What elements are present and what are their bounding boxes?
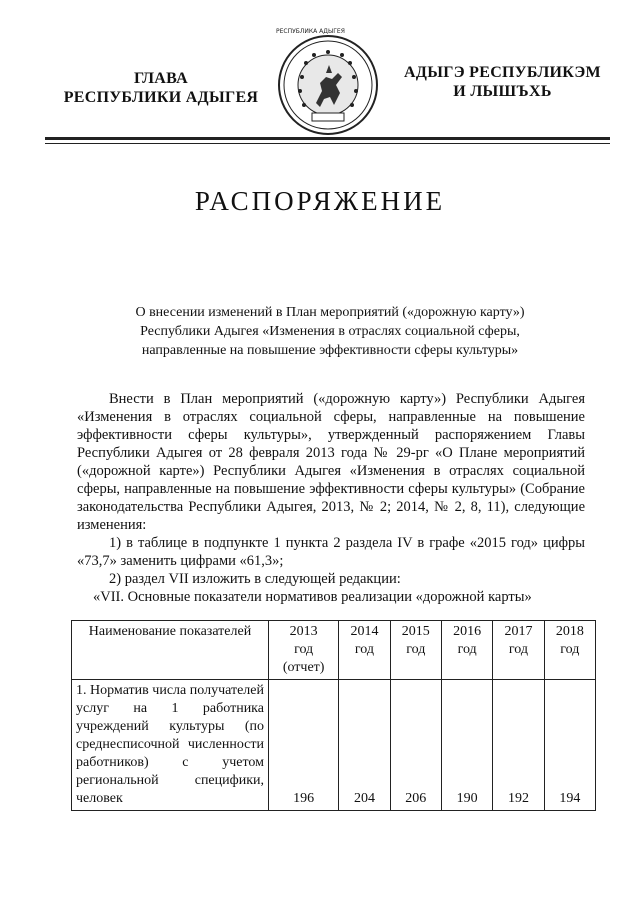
column-header-year: [339, 621, 390, 680]
indicators-table: [71, 620, 596, 811]
subject-line2: Республики Адыгея «Изменения в отраслях социальной сферы,: [140, 324, 520, 339]
year-label: 2014: [350, 624, 379, 639]
value-cell: 190: [441, 680, 492, 811]
subject-line3: направленные на повышение эффективности сферы культуры»: [141, 343, 519, 358]
subject-line1: О внесении изменений в План мероприятий («дорожную карту»): [135, 305, 525, 320]
value-cell: 196: [269, 680, 339, 811]
year-label: 2018: [555, 624, 584, 639]
issuer-title-adyghe-line2: И ЛЫШЪХЬ: [453, 83, 552, 100]
value-cell: 206: [390, 680, 441, 811]
year-unit: год: [457, 642, 477, 657]
issuer-block-adyghe: [385, 63, 620, 101]
value-cell: 204: [339, 680, 390, 811]
year-label: 2016: [453, 624, 482, 639]
document-subject: [95, 303, 565, 360]
body-item-1: 1) в таблице в подпункте 1 пункта 2 раздела IV в графе «2015 год» цифры «73,7» заменить цифрами «61,3»;: [77, 535, 585, 569]
column-header-year: [493, 621, 544, 680]
body-intro-paragraph: Внести в План мероприятий («дорожную карту») Республики Адыгея «Изменения в отраслях социальной сферы, направленные на повышение эффективности сферы культуры», утвержденный распоряжением Главы Республики Адыгея от 28 февраля 2013 года № 29-рг «О Плане мероприятий («дорожной карте») Республики Адыгея «Изменения в отраслях социальной сферы, направленные на повышение эффективности сферы культуры» (Собрание законодательства Республики Адыгея, 2013, № 2; 2014, № 2, 8, 11), следующие изменения:: [77, 391, 585, 533]
year-unit: год: [406, 642, 426, 657]
year-unit: год: [354, 642, 374, 657]
document-body: [77, 390, 585, 606]
document-title: РАСПОРЯЖЕНИЕ: [194, 186, 446, 216]
table-row: [72, 680, 596, 811]
year-unit: год: [560, 642, 580, 657]
header-rule-thick: [45, 137, 610, 140]
value-cell: 194: [544, 680, 595, 811]
header-rule-thin: [45, 143, 610, 144]
issuer-title-line2: РЕСПУБЛИКИ АДЫГЕЯ: [63, 89, 259, 106]
column-header-year: [544, 621, 595, 680]
year-label: 2017: [504, 624, 533, 639]
emblem-lettering: РЕСПУБЛИКА АДЫГЕЯ: [276, 28, 345, 35]
column-header-indicator: Наименование показателей: [72, 621, 269, 680]
column-header-year: [390, 621, 441, 680]
year-label: 2015: [401, 624, 430, 639]
value-cell: 192: [493, 680, 544, 811]
issuer-title-adyghe-line1: АДЫГЭ РЕСПУБЛИКЭМ: [404, 64, 601, 81]
issuer-block-russian: [52, 69, 270, 107]
year-unit: год: [508, 642, 529, 657]
column-header-year: [269, 621, 339, 680]
section-heading: «VII. Основные показатели нормативов реализации «дорожной карты»: [93, 589, 532, 605]
issuer-title-line1: ГЛАВА: [134, 70, 188, 87]
table-header-row: [72, 621, 596, 680]
year-unit: год: [294, 642, 314, 657]
indicator-name-cell: 1. Норматив числа получателей услуг на 1 работника учреждений культуры (по среднесписочной численности работников) с учетом региональной специфики, человек: [72, 680, 269, 811]
adygea-coat-of-arms-icon: [276, 28, 380, 137]
year-label: 2013: [289, 624, 318, 639]
year-note: (отчет): [282, 660, 325, 675]
column-header-year: [441, 621, 492, 680]
body-item-2: 2) раздел VII изложить в следующей редакции:: [109, 571, 401, 587]
